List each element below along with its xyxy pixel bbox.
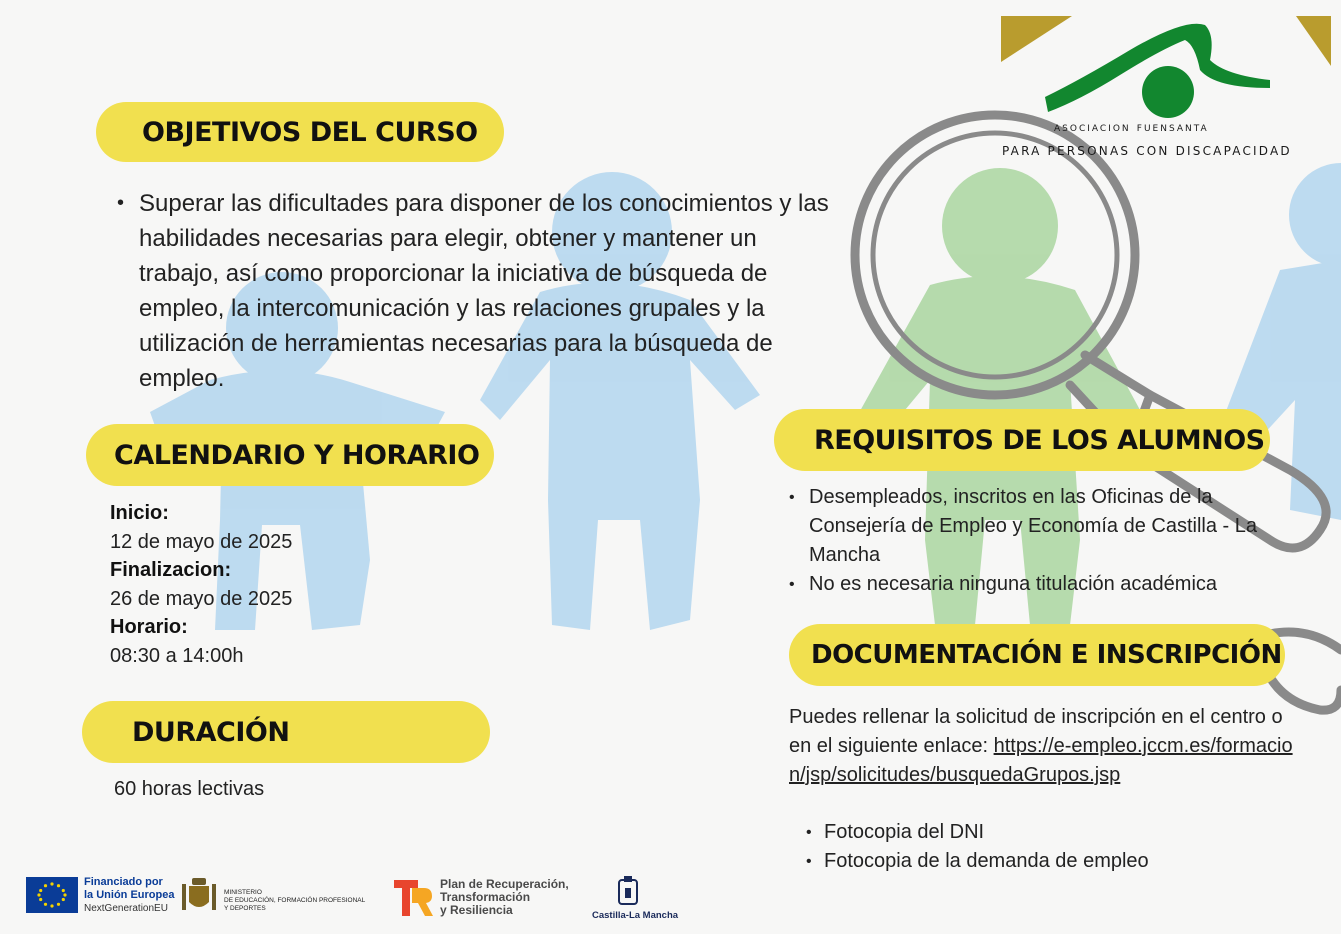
clm-logo-icon bbox=[616, 876, 640, 908]
documentacion-item-text: Fotocopia del DNI bbox=[824, 821, 985, 843]
documentacion-item bbox=[806, 818, 1294, 847]
eu-stars-icon bbox=[26, 877, 78, 913]
eu-logo bbox=[26, 877, 78, 913]
prtr-logo-icon bbox=[390, 878, 434, 918]
spain-coat-of-arms-icon bbox=[180, 876, 218, 916]
eu-text bbox=[84, 876, 174, 915]
bullet-icon: • bbox=[806, 824, 812, 841]
bullet-icon: • bbox=[789, 489, 795, 506]
fin-value: 26 de mayo de 2025 bbox=[110, 587, 293, 610]
documentacion-intro: Puedes rellenar la solicitud de inscripción en el centro o en el siguiente enlace: bbox=[789, 706, 1283, 757]
objetivos-item-text: Superar las dificultades para disponer de los conocimientos y las habilidades necesarias para elegir, obtener y mantener un trabajo, así como proporcionar la iniciativa de búsqueda de empleo, la intercomunicación y las relaciones grupales y la utilización de herramientas necesarias para la búsqueda de empleo. bbox=[139, 190, 829, 392]
objetivos-heading bbox=[96, 102, 504, 162]
ministerio-line1: MINISTERIO bbox=[224, 889, 262, 896]
duracion-heading bbox=[82, 701, 490, 763]
calendario-heading-text: CALENDARIO Y HORARIO bbox=[114, 439, 480, 471]
calendario-heading bbox=[86, 424, 494, 486]
objetivos-item bbox=[117, 186, 839, 396]
objetivos-heading-text: OBJETIVOS DEL CURSO bbox=[142, 116, 478, 148]
bullet-icon: • bbox=[117, 192, 125, 214]
documentacion-item bbox=[806, 847, 1294, 876]
plan-text bbox=[440, 878, 569, 917]
ministerio-line3: Y DEPORTES bbox=[224, 905, 266, 912]
documentacion-body bbox=[789, 703, 1299, 790]
ministerio-text bbox=[224, 889, 365, 913]
documentacion-list bbox=[806, 818, 1294, 876]
requisitos-heading bbox=[774, 409, 1270, 471]
eu-line3: NextGenerationEU bbox=[84, 903, 168, 914]
requisitos-list bbox=[789, 483, 1309, 599]
duracion-value: 60 horas lectivas bbox=[114, 778, 265, 800]
requisitos-item-text: Desempleados, inscritos en las Oficinas de la Consejería de Empleo y Economía de Castilla - La Mancha bbox=[809, 486, 1258, 566]
bullet-icon: • bbox=[789, 576, 795, 593]
horario-label: Horario: bbox=[110, 616, 188, 638]
inicio-label: Inicio: bbox=[110, 502, 169, 524]
requisitos-item bbox=[789, 483, 1309, 570]
inscripcion-link[interactable]: https://e-empleo.jccm.es/formacion/jsp/solicitudes/busquedaGrupos.jsp bbox=[789, 735, 1293, 786]
eu-line1: Financiado por bbox=[84, 876, 163, 888]
documentacion-heading bbox=[789, 624, 1285, 686]
requisitos-heading-text: REQUISITOS DE LOS ALUMNOS bbox=[814, 424, 1265, 456]
clm-text: Castilla-La Mancha bbox=[592, 910, 679, 921]
horario-value: 08:30 a 14:00h bbox=[110, 644, 244, 667]
gold-corner-left bbox=[1001, 16, 1072, 62]
plan-line1: Plan de Recuperación, bbox=[440, 877, 569, 891]
gold-corner-right bbox=[1296, 16, 1331, 66]
plan-line2: Transformación bbox=[440, 890, 531, 904]
plan-line3: y Resiliencia bbox=[440, 903, 513, 917]
inicio-value: 12 de mayo de 2025 bbox=[110, 530, 293, 553]
duracion-heading-text: DURACIÓN bbox=[132, 716, 290, 748]
org-subtitle: PARA PERSONAS CON DISCAPACIDAD bbox=[1002, 144, 1292, 158]
fin-label: Finalizacion: bbox=[110, 559, 232, 581]
calendario-details bbox=[110, 499, 470, 670]
bullet-icon: • bbox=[806, 853, 812, 870]
documentacion-item-text: Fotocopia de la demanda de empleo bbox=[824, 850, 1149, 872]
documentacion-heading-text: DOCUMENTACIÓN E INSCRIPCIÓN bbox=[811, 640, 1282, 670]
fuensanta-logo bbox=[1045, 24, 1270, 118]
eu-line2: la Unión Europea bbox=[84, 889, 175, 901]
org-name: asociacion fuensanta bbox=[1054, 120, 1209, 135]
requisitos-item-text: No es necesaria ninguna titulación académica bbox=[809, 573, 1218, 595]
requisitos-item bbox=[789, 570, 1309, 599]
ministerio-line2: DE EDUCACIÓN, FORMACIÓN PROFESIONAL bbox=[224, 897, 366, 904]
objetivos-list bbox=[117, 186, 839, 396]
